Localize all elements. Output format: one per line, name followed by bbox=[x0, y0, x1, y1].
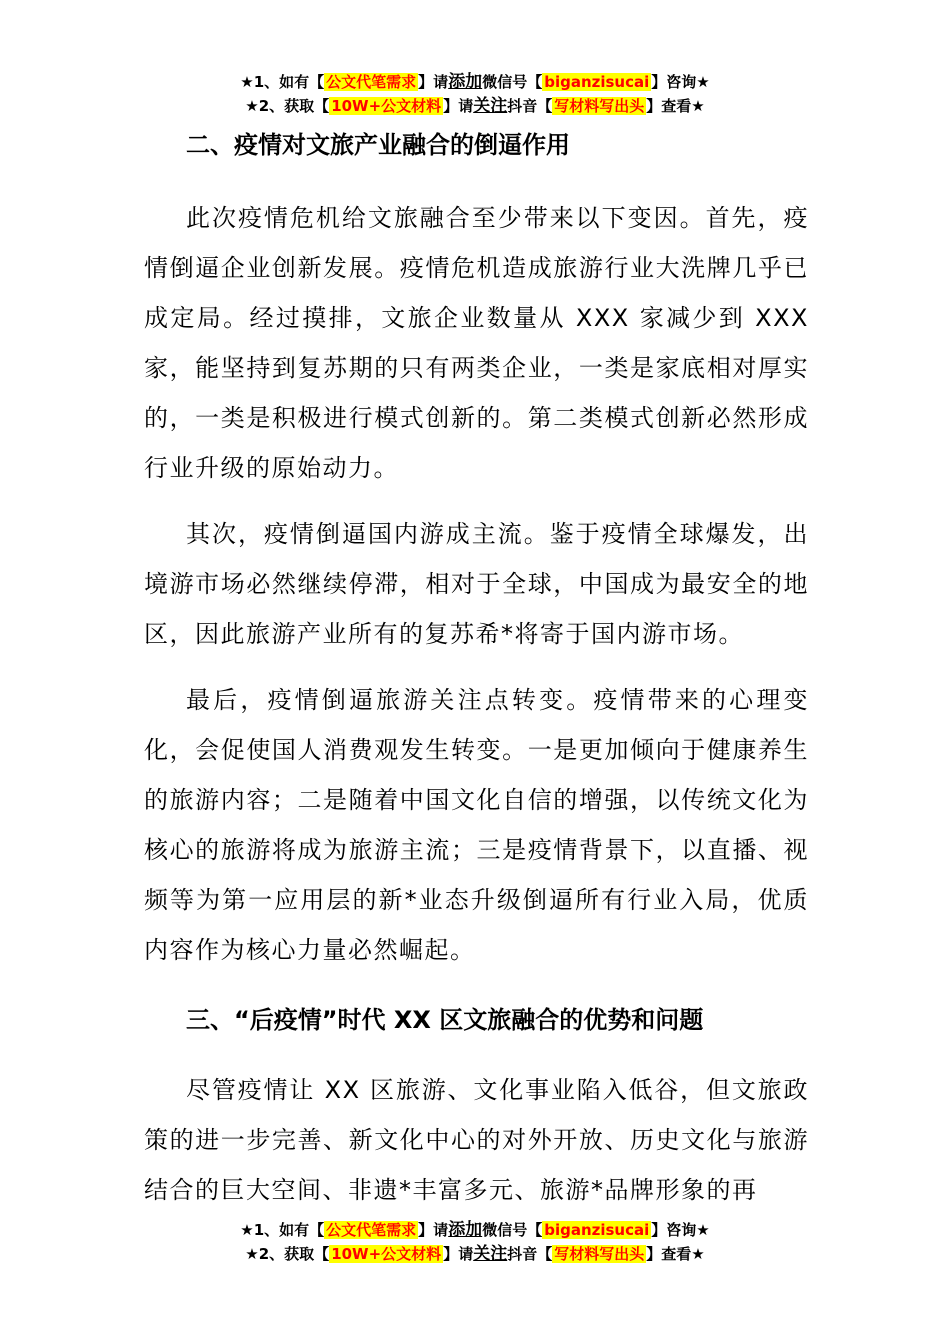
header-banner bbox=[0, 70, 950, 118]
banner-emphasis: 添加 bbox=[448, 72, 483, 92]
banner-text: 】请 bbox=[443, 1245, 474, 1263]
banner-emphasis: 添加 bbox=[448, 1220, 483, 1240]
banner-emphasis: 关注 bbox=[473, 1244, 508, 1264]
banner-text: 】查看★ bbox=[646, 1245, 705, 1263]
banner-emphasis: 关注 bbox=[473, 96, 508, 116]
banner-line-2 bbox=[0, 94, 950, 118]
footer-banner bbox=[0, 1218, 950, 1266]
paragraph-4: 尽管疫情让 XX 区旅游、文化事业陷入低谷，但文旅政策的进一步完善、新文化中心的对外开放、历史文化与旅游结合的巨大空间、非遗*丰富多元、旅游*品牌形象的再 bbox=[144, 1076, 809, 1204]
banner-text: 】请 bbox=[418, 73, 449, 91]
banner-wechat-id: biganzisucai bbox=[544, 1221, 650, 1239]
banner-wechat-id: biganzisucai bbox=[544, 73, 650, 91]
banner-text: 】请 bbox=[418, 1221, 449, 1239]
banner-highlight: 公文代笔需求 bbox=[326, 1221, 417, 1239]
banner-text: 】请 bbox=[443, 97, 474, 115]
section-heading-3: 三、“后疫情”时代 XX 区文旅融合的优势和问题 bbox=[186, 1006, 704, 1034]
banner-text: 抖音【 bbox=[507, 1245, 553, 1263]
banner-highlight: 10W+公文材料 bbox=[331, 1245, 442, 1263]
banner-text: ★1、如有【 bbox=[240, 1221, 325, 1239]
section-heading-2: 二、疫情对文旅产业融合的倒逼作用 bbox=[186, 131, 570, 159]
paragraph-1: 此次疫情危机给文旅融合至少带来以下变因。首先，疫情倒逼企业创新发展。疫情危机造成旅游行业大洗牌几乎已成定局。经过摸排，文旅企业数量从 XXX 家减少到 XXX 家，能坚持到复苏期的只有两类企业，一类是家底相对厚实的，一类是积极进行模式创新的。第二类模式创新必然形成行业升级的原始动力。 bbox=[144, 204, 809, 482]
banner-line-1 bbox=[0, 70, 950, 94]
banner-text: 】咨询★ bbox=[651, 1221, 710, 1239]
banner-line-2 bbox=[0, 1242, 950, 1266]
paragraph-2: 其次，疫情倒逼国内游成主流。鉴于疫情全球爆发，出境游市场必然继续停滞，相对于全球，中国成为最安全的地区，因此旅游产业所有的复苏希*将寄于国内游市场。 bbox=[144, 520, 809, 648]
banner-text: 】查看★ bbox=[646, 97, 705, 115]
banner-text: ★2、获取【 bbox=[245, 1245, 330, 1263]
banner-text: ★1、如有【 bbox=[240, 73, 325, 91]
banner-text: 抖音【 bbox=[507, 97, 553, 115]
banner-douyin-id: 写材料写出头 bbox=[554, 1245, 645, 1263]
banner-text: ★2、获取【 bbox=[245, 97, 330, 115]
paragraph-3: 最后，疫情倒逼旅游关注点转变。疫情带来的心理变化，会促使国人消费观发生转变。一是更加倾向于健康养生的旅游内容；二是随着中国文化自信的增强，以传统文化为核心的旅游将成为旅游主流；三是疫情背景下，以直播、视频等为第一应用层的新*业态升级倒逼所有行业入局，优质内容作为核心力量必然崛起。 bbox=[144, 686, 809, 964]
banner-text: 】咨询★ bbox=[651, 73, 710, 91]
banner-text: 微信号【 bbox=[482, 1221, 543, 1239]
banner-text: 微信号【 bbox=[482, 73, 543, 91]
document-body bbox=[144, 130, 809, 1215]
banner-highlight: 公文代笔需求 bbox=[326, 73, 417, 91]
banner-highlight: 10W+公文材料 bbox=[331, 97, 442, 115]
banner-douyin-id: 写材料写出头 bbox=[554, 97, 645, 115]
banner-line-1 bbox=[0, 1218, 950, 1242]
